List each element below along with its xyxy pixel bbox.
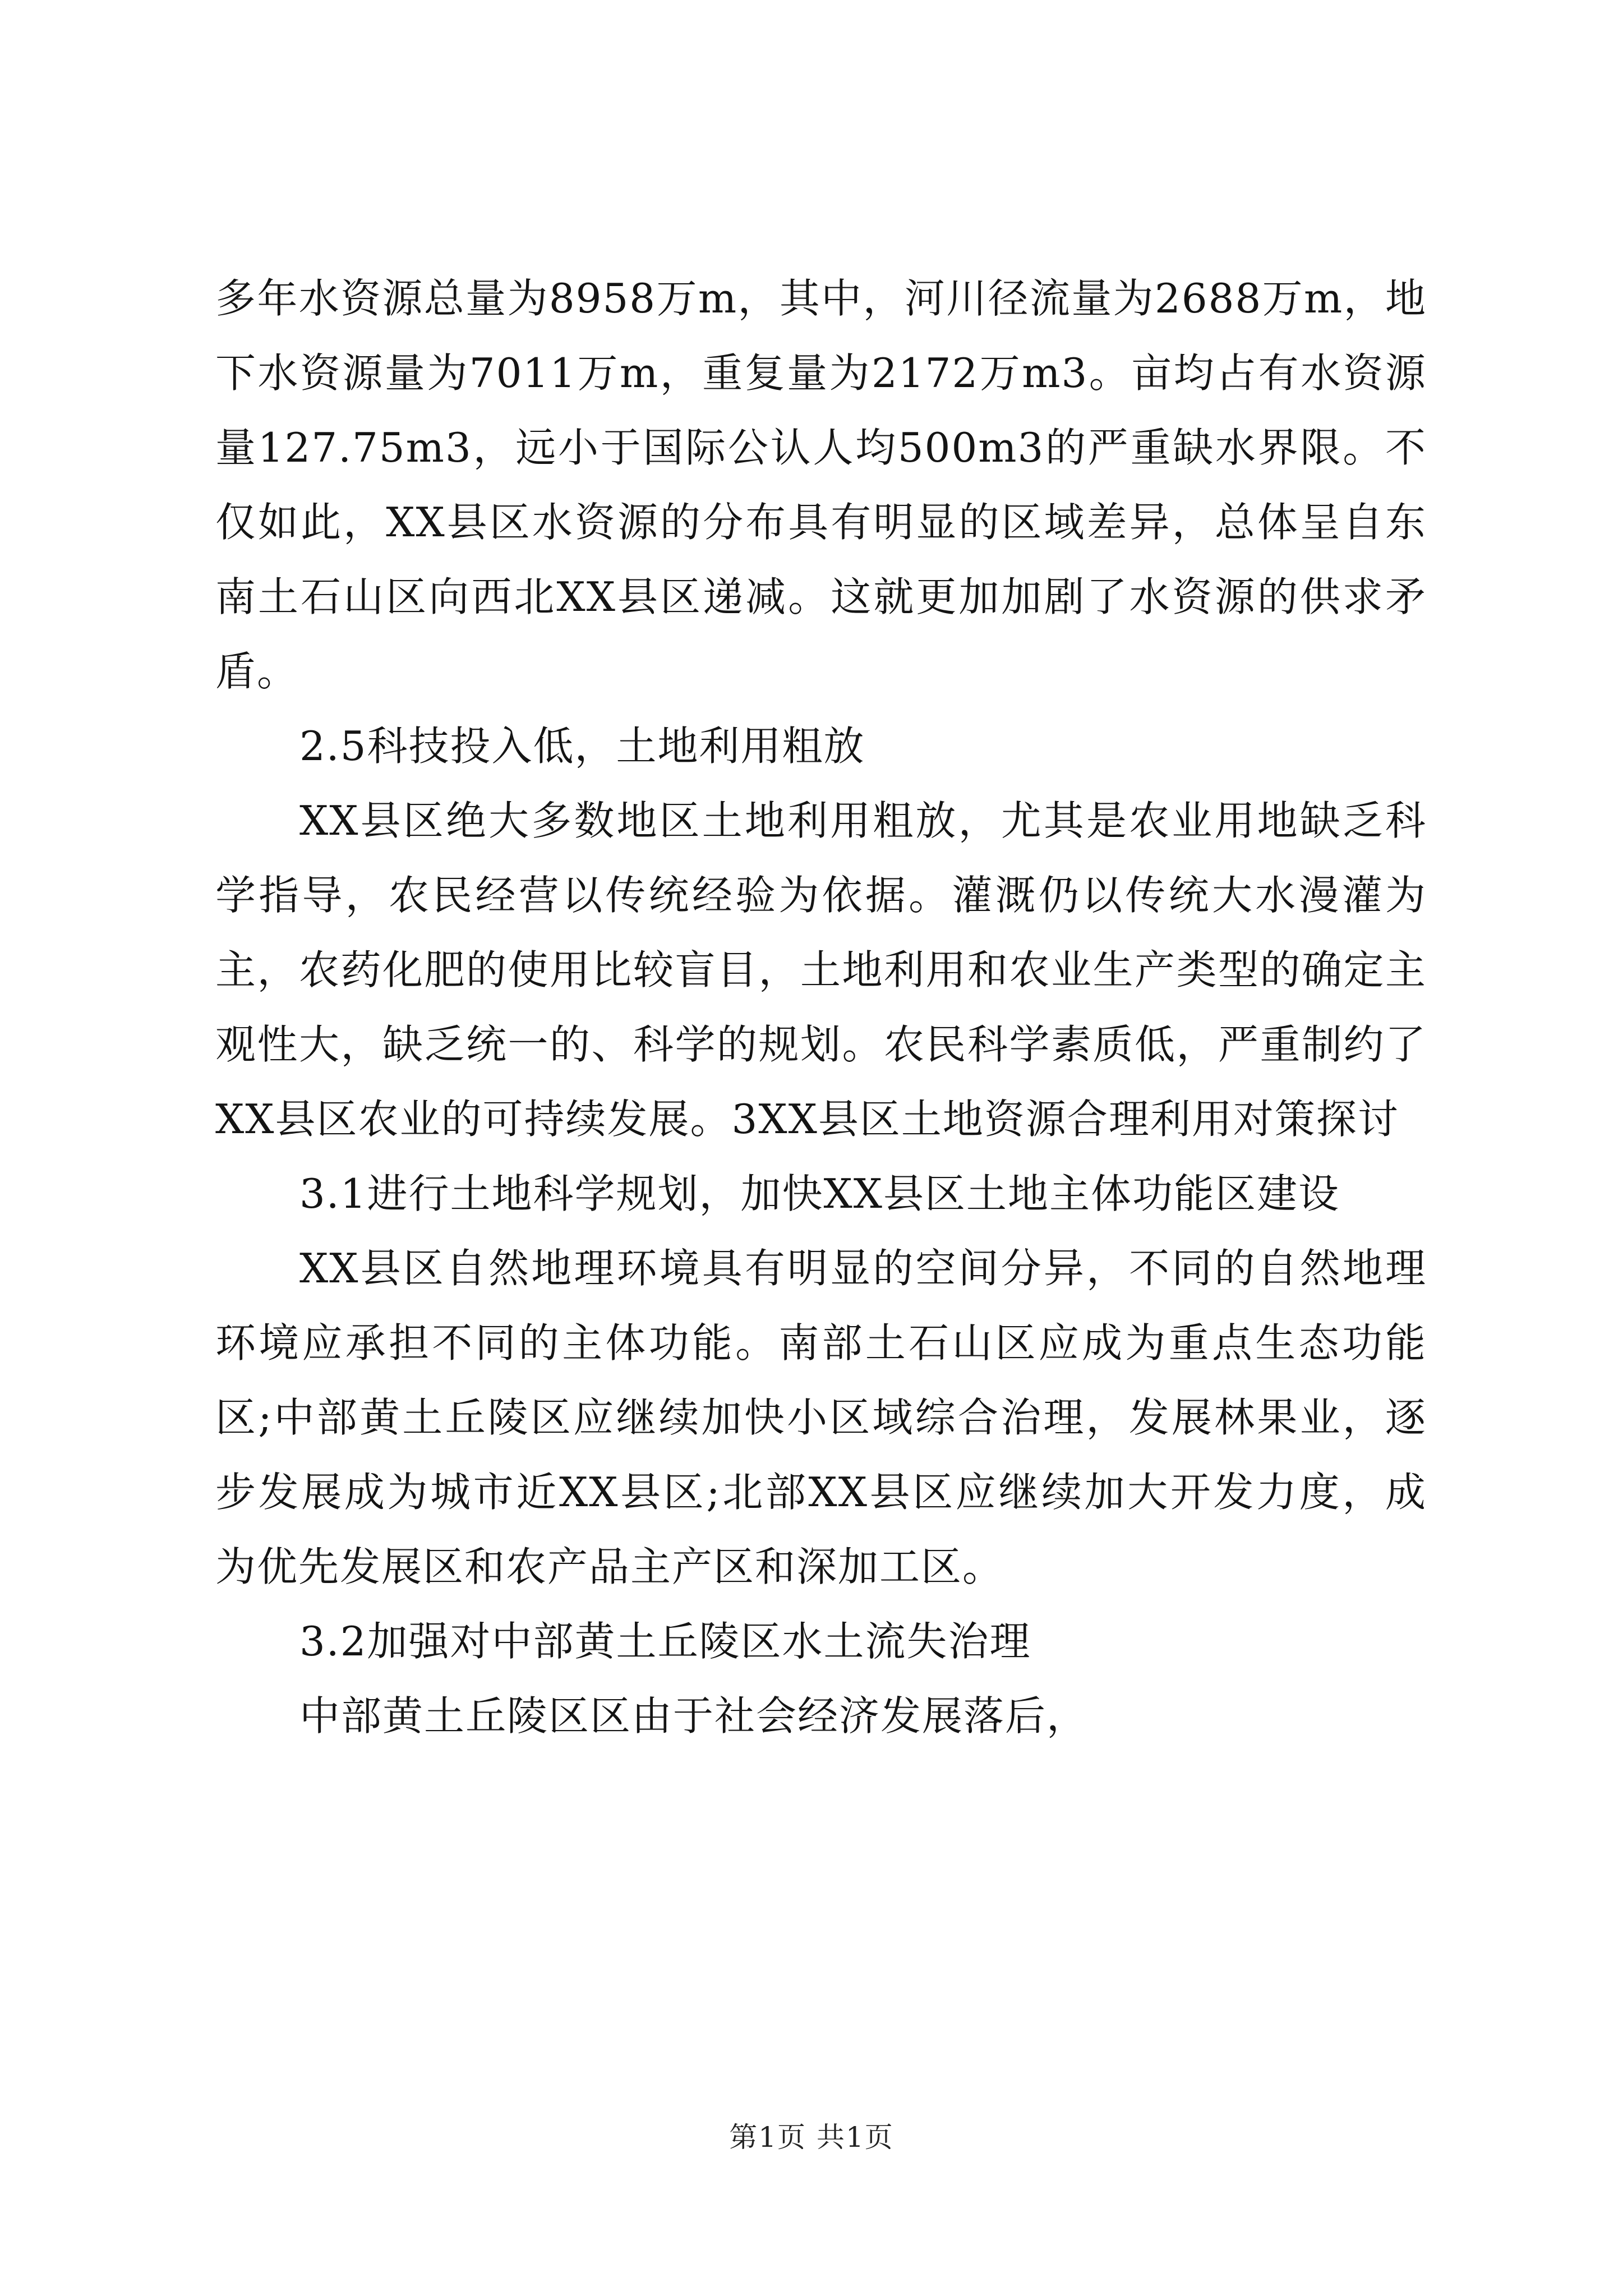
- section-heading-3-2: 3.2加强对中部黄土丘陵区水土流失治理: [299, 1618, 1031, 1665]
- page-number-label: 第1页 共1页: [729, 2121, 894, 2154]
- page-footer: [0, 2115, 1623, 2155]
- paragraph-functional-zones: XX县区自然地理环境具有明显的空间分异，不同的自然地理环境应承担不同的主体功能。南部土石山区应成为重点生态功能区;中部黄土丘陵区应继续加快小区域综合治理，发展林果业，逐步发展成为城市近XX县区;北部XX县区应继续加大开发力度，成为优先发展区和农产品主产区和深加工区。: [215, 1245, 1427, 1590]
- paragraph-water-resources: 多年水资源总量为8958万m，其中，河川径流量为2688万m，地下水资源量为7011万m，重复量为2172万m3。亩均占有水资源量127.75m3，远小于国际公认人均500m3的严重缺水界限。不仅如此，XX县区水资源的分布具有明显的区域差异，总体呈自东南土石山区向西北XX县区递减。这就更加加剧了水资源的供求矛盾。: [215, 275, 1427, 695]
- paragraph-land-use: XX县区绝大多数地区土地利用粗放，尤其是农业用地缺乏科学指导，农民经营以传统经验为依据。灌溉仍以传统大水漫灌为主，农药化肥的使用比较盲目，土地利用和农业生产类型的确定主观性大，缺乏统一的、科学的规划。农民科学素质低，严重制约了XX县区农业的可持续发展。3XX县区土地资源合理利用对策探讨: [215, 797, 1427, 1143]
- document-body: [215, 261, 1427, 1754]
- section-heading-2-5: 2.5科技投入低，土地利用粗放: [299, 723, 865, 770]
- paragraph-loess-hills: 中部黄土丘陵区区由于社会经济发展落后，: [299, 1692, 1089, 1740]
- section-heading-3-1: 3.1进行土地科学规划，加快XX县区土地主体功能区建设: [299, 1170, 1340, 1217]
